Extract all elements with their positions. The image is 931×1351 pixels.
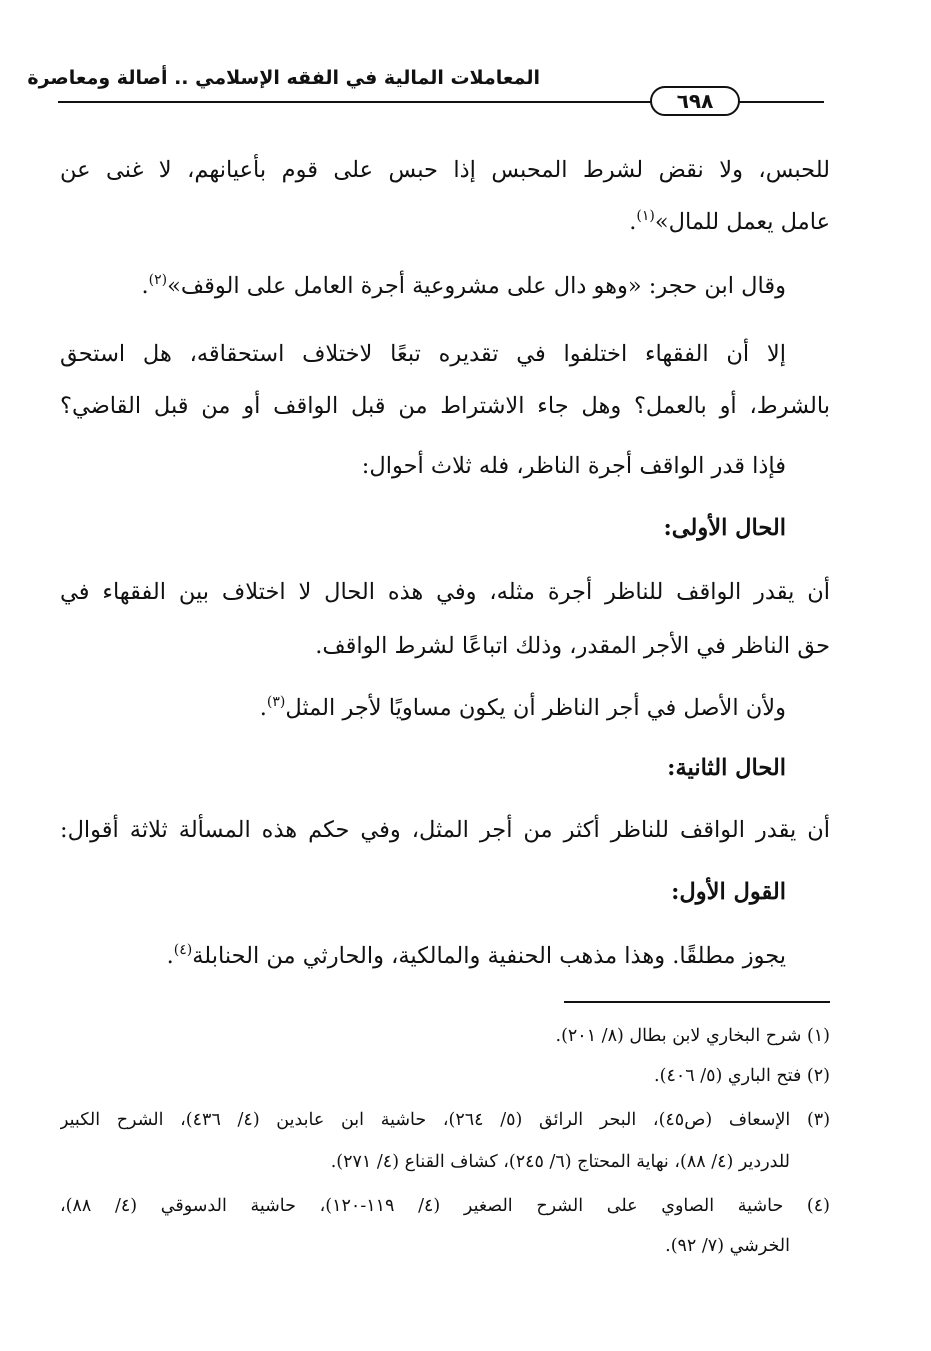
text-line-2-end: . <box>629 209 637 235</box>
footnote-1: (١) شرح البخاري لابن بطال (٨/ ٢٠١). <box>555 1026 830 1046</box>
text-line-3-content: وقال ابن حجر: «وهو دال على مشروعية أجرة العامل على الوقف» <box>167 273 786 299</box>
footnote-separator <box>564 1001 830 1003</box>
footnote-marker-3: (٣) <box>266 694 286 710</box>
text-line-2-content: عامل يعمل للمال» <box>654 209 830 235</box>
footnote-3-line-1: (٣) الإسعاف (ص٤٥)، البحر الرائق (٥/ ٢٦٤)، حاشية ابن عابدين (٤/ ٤٣٦)، الشرح الكبير <box>60 1110 830 1130</box>
text-line-11-end: . <box>166 943 174 969</box>
text-line-1: للحبس، ولا نقض لشرط المحبس إذا حبس على قوم بأعيانهم، لا غنى عن <box>60 157 830 183</box>
footnote-marker-4: (٤) <box>173 942 193 958</box>
heading-first-case: الحال الأولى: <box>663 515 786 541</box>
text-line-9-content: ولأن الأصل في أجر الناظر أن يكون مساويًا لأجر المثل <box>285 695 786 721</box>
header-rule-right <box>738 101 824 103</box>
footnote-marker-2: (٢) <box>148 272 168 288</box>
footnote-marker-1: (١) <box>636 208 655 224</box>
text-line-3 <box>60 266 830 306</box>
text-line-4: إلا أن الفقهاء اختلفوا في تقديره تبعًا لاختلاف استحقاقه، هل استحق <box>60 341 786 367</box>
footnote-4-line-2: الخرشي (٧/ ٩٢). <box>665 1236 790 1256</box>
text-line-7: أن يقدر الواقف للناظر أجرة مثله، وفي هذه الحال لا اختلاف بين الفقهاء في <box>60 579 830 605</box>
header-rule-left <box>58 101 652 103</box>
text-line-9-end: . <box>259 695 267 721</box>
running-title: المعاملات المالية في الفقه الإسلامي .. أصالة ومعاصرة <box>27 67 540 89</box>
heading-second-case: الحال الثانية: <box>667 755 786 781</box>
text-line-2 <box>60 202 830 242</box>
footnote-2: (٢) فتح الباري (٥/ ٤٠٦). <box>654 1066 830 1086</box>
text-line-3-end: . <box>141 273 149 299</box>
text-line-6: فإذا قدر الواقف أجرة الناظر، فله ثلاث أحوال: <box>361 453 786 479</box>
text-line-10: أن يقدر الواقف للناظر أكثر من أجر المثل، وفي حكم هذه المسألة ثلاثة أقوال: <box>60 817 830 843</box>
text-line-11-content: يجوز مطلقًا. وهذا مذهب الحنفية والمالكية، والحارثي من الحنابلة <box>192 943 786 969</box>
text-line-8: حق الناظر في الأجر المقدر، وذلك اتباعًا لشرط الواقف. <box>315 633 830 659</box>
text-line-11 <box>60 936 830 976</box>
footnote-4-line-1: (٤) حاشية الصاوي على الشرح الصغير (٤/ ١١٩-١٢٠)، حاشية الدسوقي (٤/ ٨٨)، <box>60 1196 830 1216</box>
text-line-5: بالشرط، أو بالعمل؟ وهل جاء الاشتراط من قبل الواقف أو من قبل القاضي؟ <box>60 393 830 419</box>
footnote-3-line-2: للدردير (٤/ ٨٨)، نهاية المحتاج (٦/ ٢٤٥)، كشاف القناع (٤/ ٢٧١). <box>330 1152 790 1172</box>
text-line-9 <box>60 688 830 728</box>
page-number-badge: ٦٩٨ <box>650 86 740 116</box>
heading-first-opinion: القول الأول: <box>671 879 786 905</box>
